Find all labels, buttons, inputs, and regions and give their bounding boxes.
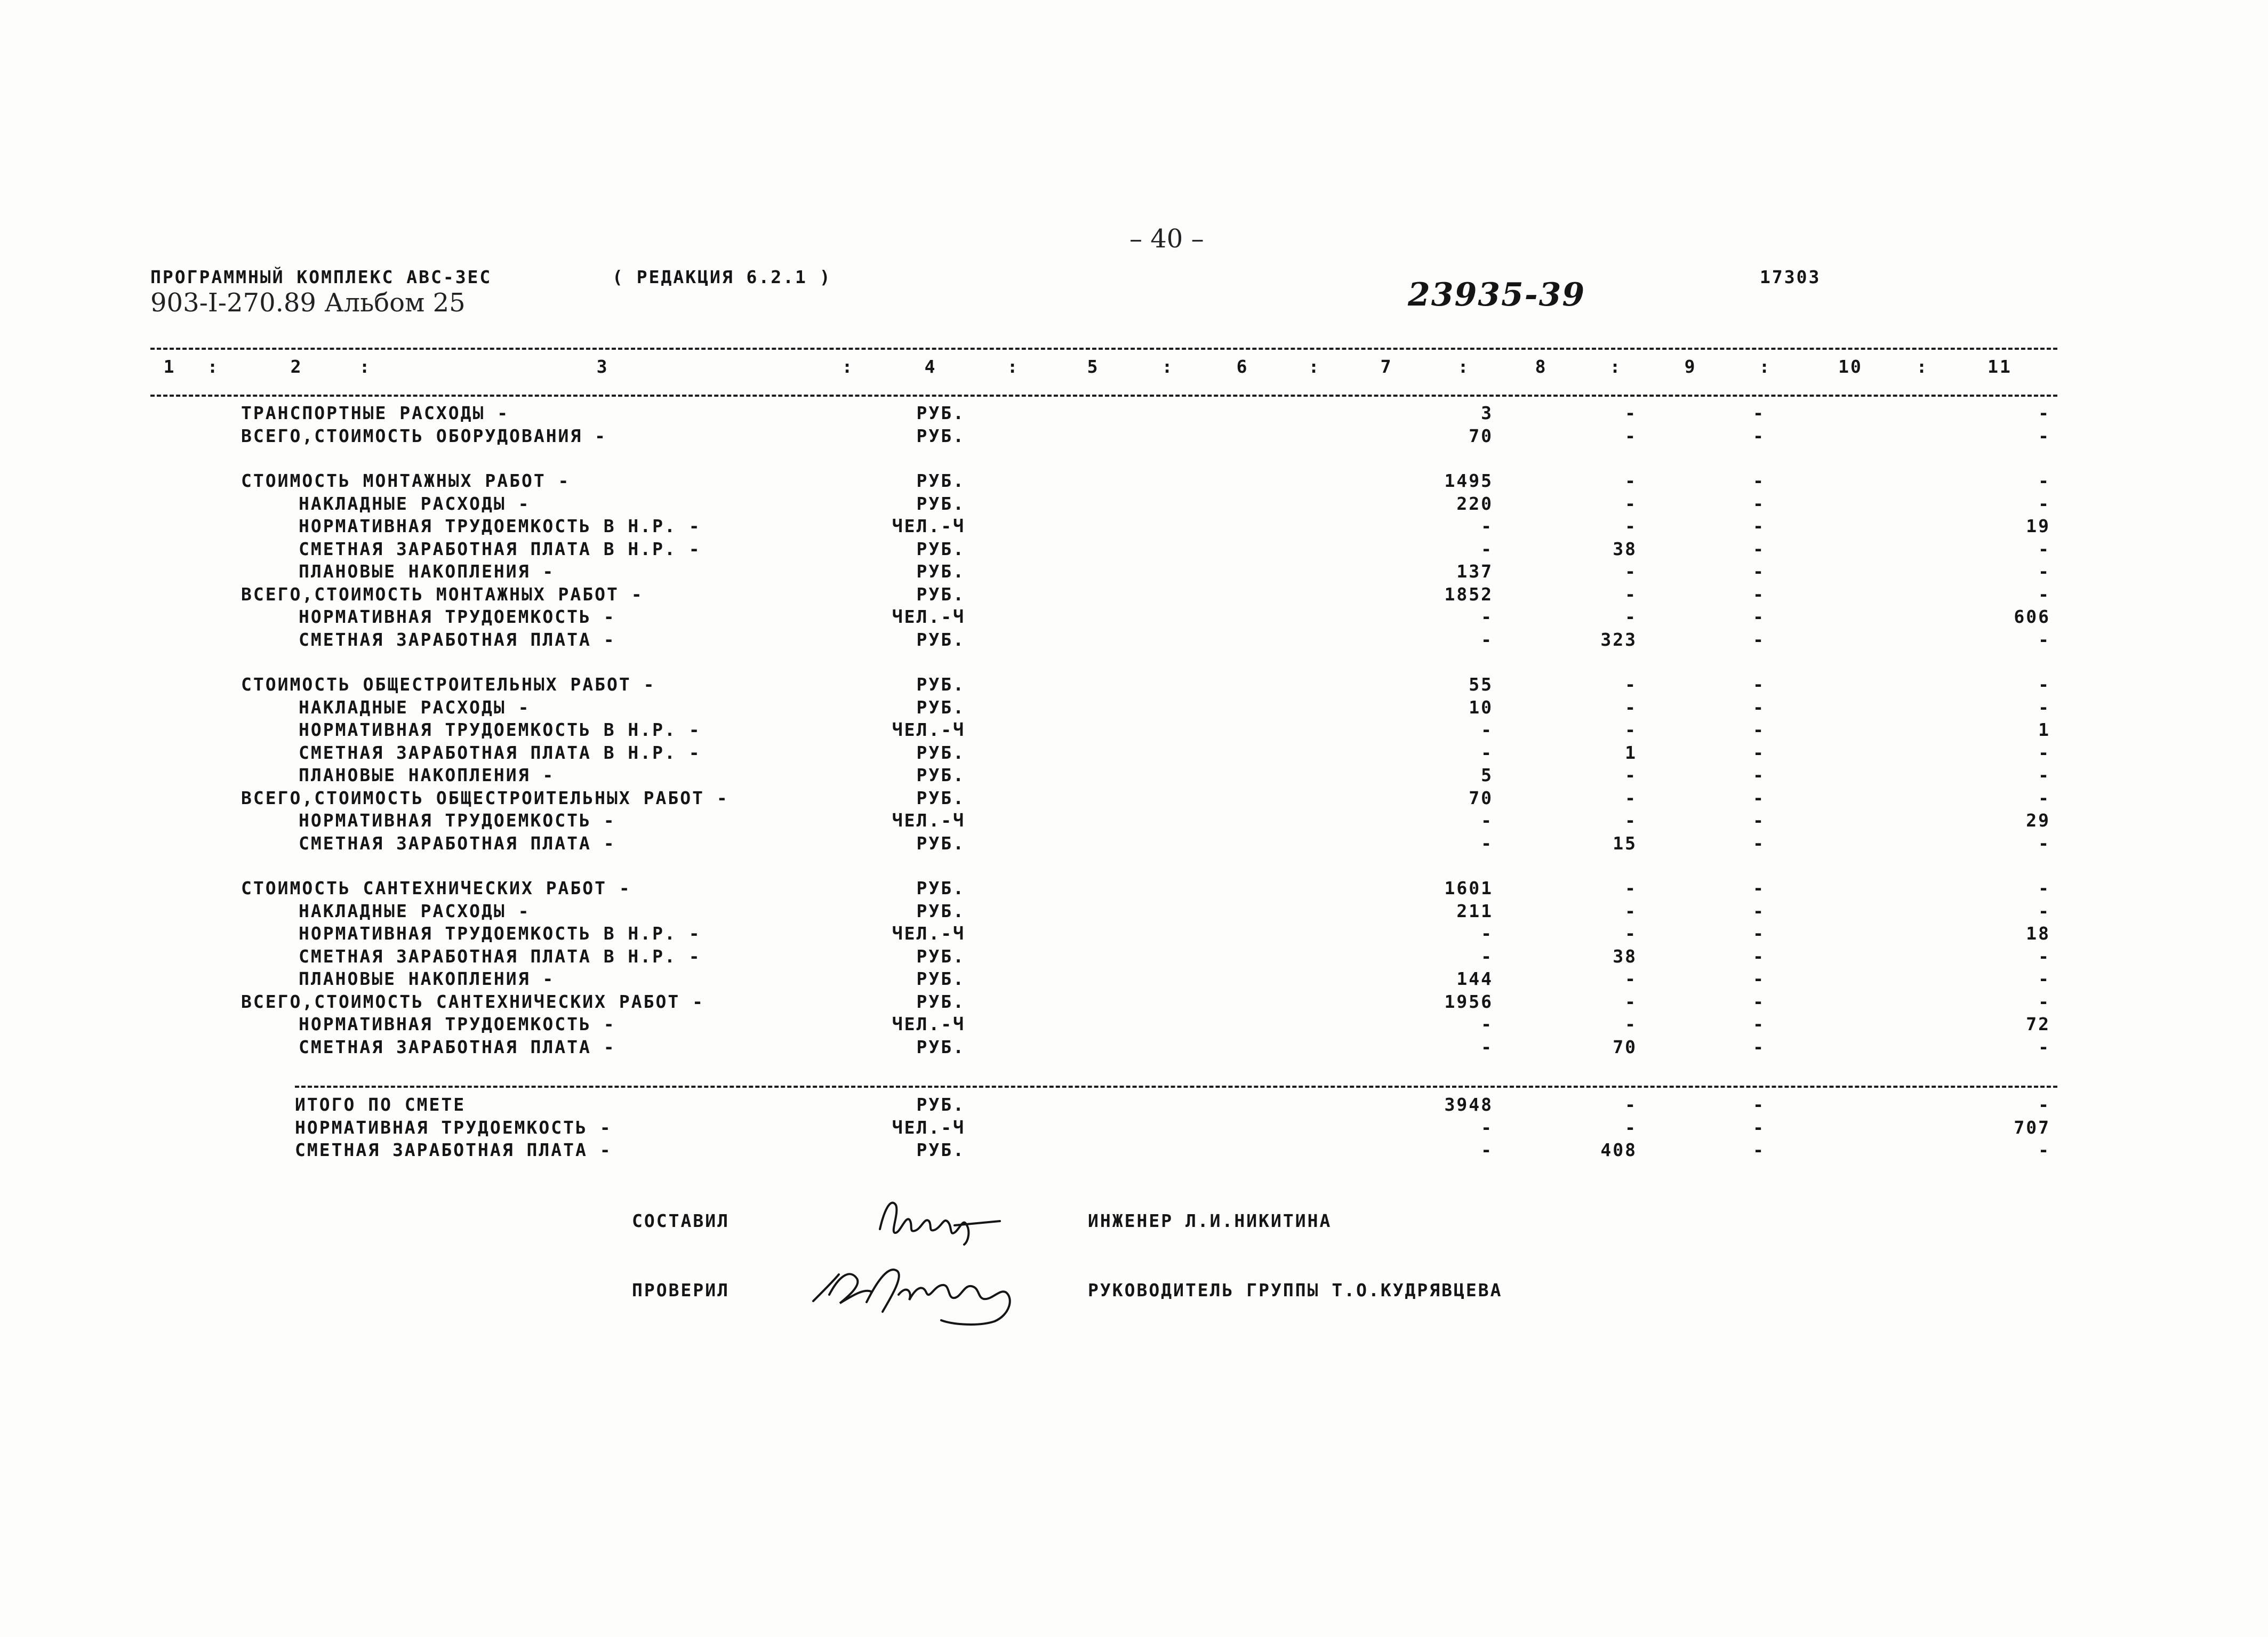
total-row-label: СМЕТНАЯ ЗАРАБОТНАЯ ПЛАТА - xyxy=(295,1140,612,1160)
row-cell-11: - xyxy=(2038,878,2050,898)
row-cell-8: 323 xyxy=(1600,629,1637,650)
row-label: ПЛАНОВЫЕ НАКОПЛЕНИЯ - xyxy=(299,968,555,989)
row-cell-8: - xyxy=(1625,583,1637,605)
row-unit: ЧЕЛ.-Ч xyxy=(892,923,965,944)
column-number: 3 xyxy=(596,356,609,377)
row-label: НАКЛАДНЫЕ РАСХОДЫ - xyxy=(299,493,531,514)
row-unit: ЧЕЛ.-Ч xyxy=(892,606,965,627)
row-cell-11: - xyxy=(2038,765,2050,785)
column-number: 11 xyxy=(1987,356,2012,377)
total-row-cell-8: 408 xyxy=(1600,1140,1637,1160)
row-cell-9: - xyxy=(1753,561,1765,582)
row-cell-11: - xyxy=(2038,470,2050,491)
column-number: 8 xyxy=(1535,356,1548,377)
column-number: 10 xyxy=(1838,356,1863,377)
row-cell-11: 19 xyxy=(2026,516,2050,536)
row-cell-8: 15 xyxy=(1613,832,1637,854)
row-label: НОРМАТИВНАЯ ТРУДОЕМКОСТЬ - xyxy=(299,606,616,627)
row-cell-7: 70 xyxy=(1469,787,1493,808)
row-cell-8: 1 xyxy=(1625,742,1637,763)
total-row-unit: РУБ. xyxy=(916,1094,965,1115)
row-cell-11: - xyxy=(2038,629,2050,650)
row-cell-8: 38 xyxy=(1613,538,1637,559)
row-cell-7: - xyxy=(1481,742,1493,763)
row-label: НОРМАТИВНАЯ ТРУДОЕМКОСТЬ - xyxy=(299,810,616,831)
row-cell-9: - xyxy=(1753,403,1765,423)
total-row-cell-9: - xyxy=(1753,1094,1765,1115)
row-unit: РУБ. xyxy=(916,787,965,808)
row-unit: РУБ. xyxy=(916,674,965,695)
total-row-cell-7: - xyxy=(1481,1140,1493,1160)
row-cell-11: 18 xyxy=(2026,923,2050,944)
row-label: ВСЕГО,СТОИМОСТЬ ОБЩЕСТРОИТЕЛЬНЫХ РАБОТ - xyxy=(241,787,729,808)
total-row-label: НОРМАТИВНАЯ ТРУДОЕМКОСТЬ - xyxy=(295,1117,612,1138)
column-number: 9 xyxy=(1684,356,1697,377)
row-label: ПЛАНОВЫЕ НАКОПЛЕНИЯ - xyxy=(299,765,555,785)
row-cell-9: - xyxy=(1753,832,1765,854)
row-label: НОРМАТИВНАЯ ТРУДОЕМКОСТЬ В Н.Р. - xyxy=(299,719,701,740)
signature-role-compiled: СОСТАВИЛ xyxy=(632,1210,730,1231)
signature-person-checked: РУКОВОДИТЕЛЬ ГРУППЫ Т.О.КУДРЯВЦЕВА xyxy=(1088,1280,1503,1301)
document-code: 17303 xyxy=(1760,267,1821,287)
row-cell-7: - xyxy=(1481,832,1493,854)
row-cell-11: - xyxy=(2038,832,2050,854)
row-cell-7: - xyxy=(1481,1036,1493,1057)
row-unit: РУБ. xyxy=(916,696,965,718)
column-number: 1 xyxy=(163,356,176,377)
row-label: СМЕТНАЯ ЗАРАБОТНАЯ ПЛАТА - xyxy=(299,832,616,854)
column-number: 5 xyxy=(1087,356,1100,377)
row-cell-8: - xyxy=(1625,493,1637,514)
row-cell-11: - xyxy=(2038,900,2050,921)
row-label: ВСЕГО,СТОИМОСТЬ ОБОРУДОВАНИЯ - xyxy=(241,425,607,446)
row-cell-11: - xyxy=(2038,561,2050,582)
table-top-rule xyxy=(150,348,2057,350)
row-cell-11: 1 xyxy=(2038,719,2050,740)
row-cell-11: - xyxy=(2038,945,2050,967)
row-cell-8: - xyxy=(1625,900,1637,921)
row-cell-8: - xyxy=(1625,878,1637,898)
row-label: ТРАНСПОРТНЫЕ РАСХОДЫ - xyxy=(241,403,510,423)
row-cell-11: - xyxy=(2038,403,2050,423)
row-cell-11: - xyxy=(2038,742,2050,763)
row-cell-9: - xyxy=(1753,629,1765,650)
row-cell-7: 144 xyxy=(1456,968,1493,989)
row-cell-7: - xyxy=(1481,945,1493,967)
row-unit: ЧЕЛ.-Ч xyxy=(892,810,965,831)
row-cell-8: - xyxy=(1625,425,1637,446)
row-cell-11: - xyxy=(2038,493,2050,514)
row-cell-9: - xyxy=(1753,538,1765,559)
row-cell-11: - xyxy=(2038,1036,2050,1057)
column-separator: : xyxy=(1759,356,1772,377)
column-number: 2 xyxy=(290,356,303,377)
row-cell-9: - xyxy=(1753,878,1765,898)
row-cell-9: - xyxy=(1753,765,1765,785)
row-cell-9: - xyxy=(1753,583,1765,605)
total-row-cell-9: - xyxy=(1753,1140,1765,1160)
row-label: СМЕТНАЯ ЗАРАБОТНАЯ ПЛАТА В Н.Р. - xyxy=(299,945,701,967)
row-cell-8: - xyxy=(1625,696,1637,718)
row-cell-8: - xyxy=(1625,606,1637,627)
stamp-number: 23935-39 xyxy=(1408,276,1586,314)
row-cell-7: - xyxy=(1481,629,1493,650)
row-unit: РУБ. xyxy=(916,878,965,898)
row-label: ВСЕГО,СТОИМОСТЬ МОНТАЖНЫХ РАБОТ - xyxy=(241,583,644,605)
row-cell-8: 70 xyxy=(1613,1036,1637,1057)
row-label: НОРМАТИВНАЯ ТРУДОЕМКОСТЬ В Н.Р. - xyxy=(299,516,701,536)
total-row-cell-7: - xyxy=(1481,1117,1493,1138)
row-label: СМЕТНАЯ ЗАРАБОТНАЯ ПЛАТА - xyxy=(299,1036,616,1057)
row-cell-7: 220 xyxy=(1456,493,1493,514)
row-unit: РУБ. xyxy=(916,538,965,559)
row-cell-7: 10 xyxy=(1469,696,1493,718)
row-cell-11: - xyxy=(2038,696,2050,718)
total-row-unit: ЧЕЛ.-Ч xyxy=(892,1117,965,1138)
row-cell-7: 3 xyxy=(1481,403,1493,423)
row-cell-7: - xyxy=(1481,606,1493,627)
column-separator: : xyxy=(207,356,220,377)
row-unit: РУБ. xyxy=(916,832,965,854)
row-cell-7: 55 xyxy=(1469,674,1493,695)
row-cell-9: - xyxy=(1753,900,1765,921)
total-row-cell-7: 3948 xyxy=(1444,1094,1493,1115)
row-cell-9: - xyxy=(1753,968,1765,989)
row-unit: РУБ. xyxy=(916,1036,965,1057)
row-cell-8: - xyxy=(1625,719,1637,740)
row-unit: РУБ. xyxy=(916,493,965,514)
row-cell-7: 1601 xyxy=(1444,878,1493,898)
row-cell-9: - xyxy=(1753,470,1765,491)
row-unit: РУБ. xyxy=(916,900,965,921)
row-cell-9: - xyxy=(1753,923,1765,944)
row-cell-9: - xyxy=(1753,787,1765,808)
row-cell-11: - xyxy=(2038,787,2050,808)
row-cell-8: - xyxy=(1625,1014,1637,1034)
row-cell-8: - xyxy=(1625,810,1637,831)
row-cell-11: 606 xyxy=(2014,606,2050,627)
row-cell-7: - xyxy=(1481,810,1493,831)
row-label: СТОИМОСТЬ САНТЕХНИЧЕСКИХ РАБОТ - xyxy=(241,878,631,898)
column-separator: : xyxy=(1457,356,1470,377)
total-row-label: ИТОГО ПО СМЕТЕ xyxy=(295,1094,466,1115)
row-unit: РУБ. xyxy=(916,742,965,763)
row-cell-11: - xyxy=(2038,674,2050,695)
row-unit: РУБ. xyxy=(916,765,965,785)
row-unit: РУБ. xyxy=(916,945,965,967)
row-cell-11: - xyxy=(2038,991,2050,1012)
total-row-cell-9: - xyxy=(1753,1117,1765,1138)
row-cell-7: - xyxy=(1481,1014,1493,1034)
row-cell-8: - xyxy=(1625,787,1637,808)
row-cell-7: - xyxy=(1481,538,1493,559)
column-separator: : xyxy=(1161,356,1174,377)
row-unit: РУБ. xyxy=(916,470,965,491)
row-cell-9: - xyxy=(1753,674,1765,695)
row-label: СМЕТНАЯ ЗАРАБОТНАЯ ПЛАТА - xyxy=(299,629,616,650)
total-row-cell-8: - xyxy=(1625,1117,1637,1138)
row-cell-9: - xyxy=(1753,425,1765,446)
row-unit: ЧЕЛ.-Ч xyxy=(892,1014,965,1034)
total-row-cell-11: - xyxy=(2038,1140,2050,1160)
handwritten-signature-compiled xyxy=(875,1189,1003,1248)
row-cell-7: 211 xyxy=(1456,900,1493,921)
row-cell-11: - xyxy=(2038,968,2050,989)
row-cell-9: - xyxy=(1753,742,1765,763)
row-cell-7: - xyxy=(1481,719,1493,740)
row-cell-8: - xyxy=(1625,674,1637,695)
row-cell-8: 38 xyxy=(1613,945,1637,967)
row-cell-7: 1495 xyxy=(1444,470,1493,491)
program-edition: ( РЕДАКЦИЯ 6.2.1 ) xyxy=(612,267,832,287)
row-cell-8: - xyxy=(1625,968,1637,989)
total-row-cell-8: - xyxy=(1625,1094,1637,1115)
row-label: СМЕТНАЯ ЗАРАБОТНАЯ ПЛАТА В Н.Р. - xyxy=(299,742,701,763)
row-unit: РУБ. xyxy=(916,403,965,423)
column-number: 7 xyxy=(1380,356,1393,377)
total-row-cell-11: - xyxy=(2038,1094,2050,1115)
row-cell-11: - xyxy=(2038,583,2050,605)
row-cell-9: - xyxy=(1753,696,1765,718)
row-cell-9: - xyxy=(1753,1014,1765,1034)
column-number: 4 xyxy=(924,356,937,377)
row-cell-11: - xyxy=(2038,425,2050,446)
column-separator: : xyxy=(359,356,372,377)
row-unit: РУБ. xyxy=(916,991,965,1012)
column-separator: : xyxy=(1916,356,1929,377)
row-cell-9: - xyxy=(1753,1036,1765,1057)
project-code: 903-I-270.89 Альбом 25 xyxy=(150,288,466,318)
row-cell-9: - xyxy=(1753,991,1765,1012)
row-cell-8: - xyxy=(1625,991,1637,1012)
row-cell-9: - xyxy=(1753,516,1765,536)
row-label: НОРМАТИВНАЯ ТРУДОЕМКОСТЬ В Н.Р. - xyxy=(299,923,701,944)
column-separator: : xyxy=(1609,356,1622,377)
column-separator: : xyxy=(842,356,854,377)
totals-rule xyxy=(295,1086,2057,1088)
row-cell-8: - xyxy=(1625,470,1637,491)
table-header-rule xyxy=(150,395,2057,397)
row-unit: РУБ. xyxy=(916,425,965,446)
row-cell-7: 137 xyxy=(1456,561,1493,582)
row-cell-9: - xyxy=(1753,493,1765,514)
row-cell-9: - xyxy=(1753,719,1765,740)
column-separator: : xyxy=(1308,356,1321,377)
row-label: НОРМАТИВНАЯ ТРУДОЕМКОСТЬ - xyxy=(299,1014,616,1034)
row-label: СТОИМОСТЬ ОБЩЕСТРОИТЕЛЬНЫХ РАБОТ - xyxy=(241,674,656,695)
row-cell-7: - xyxy=(1481,923,1493,944)
row-label: ПЛАНОВЫЕ НАКОПЛЕНИЯ - xyxy=(299,561,555,582)
row-unit: РУБ. xyxy=(916,968,965,989)
row-cell-8: - xyxy=(1625,765,1637,785)
column-number: 6 xyxy=(1236,356,1249,377)
row-cell-8: - xyxy=(1625,923,1637,944)
total-row-unit: РУБ. xyxy=(916,1140,965,1160)
row-cell-7: 1956 xyxy=(1444,991,1493,1012)
row-unit: ЧЕЛ.-Ч xyxy=(892,719,965,740)
column-separator: : xyxy=(1007,356,1020,377)
row-cell-11: 72 xyxy=(2026,1014,2050,1034)
row-unit: ЧЕЛ.-Ч xyxy=(892,516,965,536)
page-number: – 40 – xyxy=(1129,224,1204,254)
row-cell-11: 29 xyxy=(2026,810,2050,831)
row-cell-7: 70 xyxy=(1469,425,1493,446)
handwritten-signature-checked xyxy=(808,1253,1032,1333)
row-label: СМЕТНАЯ ЗАРАБОТНАЯ ПЛАТА В Н.Р. - xyxy=(299,538,701,559)
row-cell-9: - xyxy=(1753,810,1765,831)
row-cell-9: - xyxy=(1753,945,1765,967)
row-cell-11: - xyxy=(2038,538,2050,559)
signature-person-compiled: ИНЖЕНЕР Л.И.НИКИТИНА xyxy=(1088,1210,1332,1231)
row-cell-8: - xyxy=(1625,403,1637,423)
row-cell-9: - xyxy=(1753,606,1765,627)
row-label: НАКЛАДНЫЕ РАСХОДЫ - xyxy=(299,900,531,921)
row-cell-7: - xyxy=(1481,516,1493,536)
row-unit: РУБ. xyxy=(916,629,965,650)
row-label: ВСЕГО,СТОИМОСТЬ САНТЕХНИЧЕСКИХ РАБОТ - xyxy=(241,991,704,1012)
row-cell-8: - xyxy=(1625,516,1637,536)
row-cell-8: - xyxy=(1625,561,1637,582)
signature-role-checked: ПРОВЕРИЛ xyxy=(632,1280,730,1301)
row-cell-7: 1852 xyxy=(1444,583,1493,605)
row-label: СТОИМОСТЬ МОНТАЖНЫХ РАБОТ - xyxy=(241,470,571,491)
program-title: ПРОГРАММНЫЙ КОМПЛЕКС АВС-3ЕС xyxy=(150,267,492,287)
row-unit: РУБ. xyxy=(916,561,965,582)
row-unit: РУБ. xyxy=(916,583,965,605)
row-label: НАКЛАДНЫЕ РАСХОДЫ - xyxy=(299,696,531,718)
row-cell-7: 5 xyxy=(1481,765,1493,785)
total-row-cell-11: 707 xyxy=(2014,1117,2050,1138)
